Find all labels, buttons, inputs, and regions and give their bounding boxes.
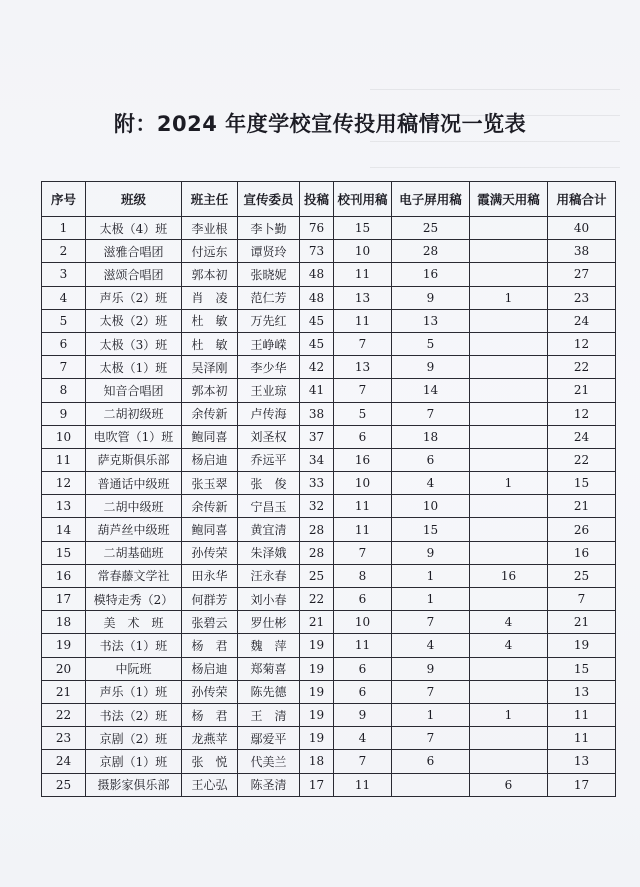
page-title: 附：2024 年度学校宣传投用稿情况一览表 xyxy=(113,112,527,136)
cell-submissions: 28 xyxy=(300,518,334,541)
cell-row-index: 21 xyxy=(42,680,86,703)
cell-total-used: 12 xyxy=(548,332,616,355)
cell-total-used: 16 xyxy=(548,541,616,564)
cell-submissions: 28 xyxy=(300,541,334,564)
cell-school-journal-used: 7 xyxy=(334,541,392,564)
cell-class-name: 二胡中级班 xyxy=(86,495,182,518)
cell-head-teacher: 肖 凌 xyxy=(182,286,238,309)
cell-xiamantian-used xyxy=(470,425,548,448)
cell-school-journal-used: 7 xyxy=(334,750,392,773)
cell-head-teacher: 余传新 xyxy=(182,402,238,425)
cell-school-journal-used: 6 xyxy=(334,588,392,611)
cell-total-used: 40 xyxy=(548,217,616,240)
cell-class-name: 滋颂合唱团 xyxy=(86,263,182,286)
cell-publicity-member: 代美兰 xyxy=(238,750,300,773)
cell-total-used: 17 xyxy=(548,773,616,796)
cell-total-used: 21 xyxy=(548,379,616,402)
cell-submissions: 41 xyxy=(300,379,334,402)
cell-row-index: 23 xyxy=(42,727,86,750)
cell-row-index: 4 xyxy=(42,286,86,309)
cell-row-index: 24 xyxy=(42,750,86,773)
cell-submissions: 38 xyxy=(300,402,334,425)
cell-class-name: 二胡基础班 xyxy=(86,541,182,564)
cell-xiamantian-used xyxy=(470,217,548,240)
cell-row-index: 2 xyxy=(42,240,86,263)
cell-head-teacher: 张碧云 xyxy=(182,611,238,634)
cell-publicity-member: 范仁芳 xyxy=(238,286,300,309)
cell-row-index: 6 xyxy=(42,332,86,355)
cell-total-used: 24 xyxy=(548,309,616,332)
cell-publicity-member: 乔远平 xyxy=(238,448,300,471)
cell-submissions: 45 xyxy=(300,332,334,355)
table-row xyxy=(42,564,616,587)
cell-class-name: 萨克斯俱乐部 xyxy=(86,448,182,471)
cell-school-journal-used: 7 xyxy=(334,332,392,355)
table-row xyxy=(42,379,616,402)
cell-row-index: 14 xyxy=(42,518,86,541)
cell-xiamantian-used xyxy=(470,356,548,379)
table-row xyxy=(42,727,616,750)
cell-electronic-screen-used: 1 xyxy=(392,564,470,587)
cell-electronic-screen-used: 7 xyxy=(392,680,470,703)
table-row xyxy=(42,750,616,773)
cell-submissions: 18 xyxy=(300,750,334,773)
header-head-teacher: 班主任 xyxy=(182,182,238,217)
cell-total-used: 11 xyxy=(548,727,616,750)
header-school-journal: 校刊用稿 xyxy=(334,182,392,217)
cell-class-name: 太极（2）班 xyxy=(86,309,182,332)
cell-head-teacher: 杨启迪 xyxy=(182,448,238,471)
cell-school-journal-used: 11 xyxy=(334,634,392,657)
cell-school-journal-used: 4 xyxy=(334,727,392,750)
header-total: 用稿合计 xyxy=(548,182,616,217)
cell-publicity-member: 汪永春 xyxy=(238,564,300,587)
cell-electronic-screen-used: 10 xyxy=(392,495,470,518)
cell-row-index: 12 xyxy=(42,472,86,495)
cell-row-index: 22 xyxy=(42,703,86,726)
cell-class-name: 美 术 班 xyxy=(86,611,182,634)
table-row xyxy=(42,680,616,703)
cell-publicity-member: 罗仕彬 xyxy=(238,611,300,634)
cell-total-used: 21 xyxy=(548,611,616,634)
cell-xiamantian-used xyxy=(470,448,548,471)
cell-class-name: 书法（2）班 xyxy=(86,703,182,726)
cell-xiamantian-used: 4 xyxy=(470,611,548,634)
cell-head-teacher: 龙燕苹 xyxy=(182,727,238,750)
cell-total-used: 13 xyxy=(548,750,616,773)
cell-row-index: 17 xyxy=(42,588,86,611)
header-electronic-screen: 电子屏用稿 xyxy=(392,182,470,217)
cell-class-name: 太极（3）班 xyxy=(86,332,182,355)
cell-publicity-member: 陈圣清 xyxy=(238,773,300,796)
cell-head-teacher: 杨 君 xyxy=(182,634,238,657)
cell-head-teacher: 杨启迪 xyxy=(182,657,238,680)
cell-row-index: 11 xyxy=(42,448,86,471)
cell-publicity-member: 宁昌玉 xyxy=(238,495,300,518)
cell-electronic-screen-used: 1 xyxy=(392,588,470,611)
cell-school-journal-used: 7 xyxy=(334,379,392,402)
cell-publicity-member: 魏 萍 xyxy=(238,634,300,657)
table-row xyxy=(42,588,616,611)
cell-school-journal-used: 10 xyxy=(334,611,392,634)
cell-class-name: 葫芦丝中级班 xyxy=(86,518,182,541)
cell-head-teacher: 鲍同喜 xyxy=(182,518,238,541)
cell-head-teacher: 吴泽刚 xyxy=(182,356,238,379)
cell-submissions: 33 xyxy=(300,472,334,495)
table-row xyxy=(42,495,616,518)
cell-electronic-screen-used xyxy=(392,773,470,796)
cell-total-used: 22 xyxy=(548,448,616,471)
cell-submissions: 73 xyxy=(300,240,334,263)
cell-xiamantian-used: 4 xyxy=(470,634,548,657)
cell-row-index: 18 xyxy=(42,611,86,634)
cell-class-name: 书法（1）班 xyxy=(86,634,182,657)
cell-xiamantian-used xyxy=(470,518,548,541)
cell-school-journal-used: 13 xyxy=(334,356,392,379)
table-row xyxy=(42,263,616,286)
cell-publicity-member: 李卜勤 xyxy=(238,217,300,240)
cell-total-used: 12 xyxy=(548,402,616,425)
cell-electronic-screen-used: 1 xyxy=(392,703,470,726)
cell-submissions: 76 xyxy=(300,217,334,240)
cell-class-name: 二胡初级班 xyxy=(86,402,182,425)
cell-school-journal-used: 11 xyxy=(334,309,392,332)
cell-electronic-screen-used: 28 xyxy=(392,240,470,263)
header-publicity-member: 宣传委员 xyxy=(238,182,300,217)
cell-row-index: 3 xyxy=(42,263,86,286)
cell-submissions: 48 xyxy=(300,286,334,309)
cell-xiamantian-used xyxy=(470,750,548,773)
cell-electronic-screen-used: 14 xyxy=(392,379,470,402)
cell-xiamantian-used xyxy=(470,680,548,703)
cell-head-teacher: 杨 君 xyxy=(182,703,238,726)
cell-xiamantian-used xyxy=(470,402,548,425)
cell-xiamantian-used xyxy=(470,332,548,355)
cell-submissions: 45 xyxy=(300,309,334,332)
cell-electronic-screen-used: 5 xyxy=(392,332,470,355)
cell-class-name: 模特走秀（2） xyxy=(86,588,182,611)
cell-school-journal-used: 6 xyxy=(334,657,392,680)
cell-electronic-screen-used: 4 xyxy=(392,634,470,657)
table-row xyxy=(42,309,616,332)
cell-row-index: 25 xyxy=(42,773,86,796)
cell-class-name: 太极（1）班 xyxy=(86,356,182,379)
cell-school-journal-used: 11 xyxy=(334,263,392,286)
cell-electronic-screen-used: 16 xyxy=(392,263,470,286)
cell-row-index: 20 xyxy=(42,657,86,680)
table-row xyxy=(42,611,616,634)
cell-electronic-screen-used: 7 xyxy=(392,402,470,425)
cell-school-journal-used: 16 xyxy=(334,448,392,471)
cell-submissions: 37 xyxy=(300,425,334,448)
cell-submissions: 32 xyxy=(300,495,334,518)
cell-xiamantian-used xyxy=(470,240,548,263)
cell-head-teacher: 余传新 xyxy=(182,495,238,518)
cell-head-teacher: 杜 敏 xyxy=(182,309,238,332)
cell-publicity-member: 鄢爱平 xyxy=(238,727,300,750)
cell-publicity-member: 郑菊喜 xyxy=(238,657,300,680)
cell-xiamantian-used: 1 xyxy=(470,703,548,726)
cell-submissions: 19 xyxy=(300,657,334,680)
cell-submissions: 34 xyxy=(300,448,334,471)
cell-publicity-member: 刘小春 xyxy=(238,588,300,611)
header-xiamantian: 霞满天用稿 xyxy=(470,182,548,217)
table-row xyxy=(42,286,616,309)
table-row xyxy=(42,472,616,495)
table-row xyxy=(42,634,616,657)
cell-school-journal-used: 10 xyxy=(334,240,392,263)
cell-submissions: 48 xyxy=(300,263,334,286)
cell-publicity-member: 陈先德 xyxy=(238,680,300,703)
table-row xyxy=(42,448,616,471)
cell-class-name: 中阮班 xyxy=(86,657,182,680)
cell-total-used: 38 xyxy=(548,240,616,263)
cell-row-index: 15 xyxy=(42,541,86,564)
cell-row-index: 8 xyxy=(42,379,86,402)
cell-class-name: 常春藤文学社 xyxy=(86,564,182,587)
cell-submissions: 42 xyxy=(300,356,334,379)
cell-publicity-member: 谭贤玲 xyxy=(238,240,300,263)
cell-row-index: 10 xyxy=(42,425,86,448)
cell-electronic-screen-used: 9 xyxy=(392,286,470,309)
cell-electronic-screen-used: 9 xyxy=(392,657,470,680)
cell-total-used: 11 xyxy=(548,703,616,726)
cell-school-journal-used: 6 xyxy=(334,680,392,703)
cell-publicity-member: 黄宜清 xyxy=(238,518,300,541)
cell-xiamantian-used xyxy=(470,263,548,286)
header-index: 序号 xyxy=(42,182,86,217)
cell-head-teacher: 杜 敏 xyxy=(182,332,238,355)
cell-school-journal-used: 15 xyxy=(334,217,392,240)
cell-submissions: 21 xyxy=(300,611,334,634)
cell-head-teacher: 付远东 xyxy=(182,240,238,263)
cell-row-index: 9 xyxy=(42,402,86,425)
cell-total-used: 25 xyxy=(548,564,616,587)
cell-head-teacher: 王心弘 xyxy=(182,773,238,796)
cell-electronic-screen-used: 6 xyxy=(392,750,470,773)
cell-class-name: 太极（4）班 xyxy=(86,217,182,240)
cell-total-used: 13 xyxy=(548,680,616,703)
cell-electronic-screen-used: 6 xyxy=(392,448,470,471)
cell-xiamantian-used xyxy=(470,541,548,564)
cell-publicity-member: 张 俊 xyxy=(238,472,300,495)
cell-class-name: 电吹管（1）班 xyxy=(86,425,182,448)
cell-head-teacher: 郭本初 xyxy=(182,379,238,402)
cell-row-index: 5 xyxy=(42,309,86,332)
cell-electronic-screen-used: 25 xyxy=(392,217,470,240)
table-row xyxy=(42,356,616,379)
cell-total-used: 19 xyxy=(548,634,616,657)
cell-submissions: 19 xyxy=(300,727,334,750)
cell-electronic-screen-used: 18 xyxy=(392,425,470,448)
table-row xyxy=(42,773,616,796)
cell-row-index: 7 xyxy=(42,356,86,379)
cell-school-journal-used: 13 xyxy=(334,286,392,309)
table-row xyxy=(42,217,616,240)
cell-total-used: 22 xyxy=(548,356,616,379)
cell-class-name: 摄影家俱乐部 xyxy=(86,773,182,796)
cell-publicity-member: 朱泽娥 xyxy=(238,541,300,564)
cell-submissions: 19 xyxy=(300,680,334,703)
table-header-row xyxy=(42,182,616,217)
cell-total-used: 26 xyxy=(548,518,616,541)
cell-school-journal-used: 5 xyxy=(334,402,392,425)
cell-electronic-screen-used: 9 xyxy=(392,541,470,564)
cell-xiamantian-used xyxy=(470,727,548,750)
cell-total-used: 24 xyxy=(548,425,616,448)
cell-head-teacher: 何群芳 xyxy=(182,588,238,611)
cell-xiamantian-used: 6 xyxy=(470,773,548,796)
cell-total-used: 15 xyxy=(548,472,616,495)
table-row xyxy=(42,541,616,564)
cell-class-name: 滋雅合唱团 xyxy=(86,240,182,263)
cell-total-used: 27 xyxy=(548,263,616,286)
cell-head-teacher: 鲍同喜 xyxy=(182,425,238,448)
cell-school-journal-used: 9 xyxy=(334,703,392,726)
cell-electronic-screen-used: 9 xyxy=(392,356,470,379)
cell-head-teacher: 田永华 xyxy=(182,564,238,587)
cell-class-name: 声乐（2）班 xyxy=(86,286,182,309)
cell-class-name: 知音合唱团 xyxy=(86,379,182,402)
cell-publicity-member: 李少华 xyxy=(238,356,300,379)
cell-xiamantian-used xyxy=(470,495,548,518)
cell-total-used: 23 xyxy=(548,286,616,309)
cell-school-journal-used: 6 xyxy=(334,425,392,448)
cell-total-used: 7 xyxy=(548,588,616,611)
cell-school-journal-used: 10 xyxy=(334,472,392,495)
header-submissions: 投稿 xyxy=(300,182,334,217)
cell-electronic-screen-used: 7 xyxy=(392,611,470,634)
cell-submissions: 19 xyxy=(300,634,334,657)
cell-head-teacher: 孙传荣 xyxy=(182,541,238,564)
cell-xiamantian-used: 1 xyxy=(470,286,548,309)
cell-publicity-member: 王峥嵘 xyxy=(238,332,300,355)
table-row xyxy=(42,332,616,355)
cell-total-used: 15 xyxy=(548,657,616,680)
table-row xyxy=(42,240,616,263)
cell-publicity-member: 卢传海 xyxy=(238,402,300,425)
cell-submissions: 25 xyxy=(300,564,334,587)
cell-publicity-member: 万先红 xyxy=(238,309,300,332)
cell-submissions: 17 xyxy=(300,773,334,796)
cell-xiamantian-used xyxy=(470,657,548,680)
cell-submissions: 19 xyxy=(300,703,334,726)
cell-xiamantian-used xyxy=(470,588,548,611)
cell-class-name: 普通话中级班 xyxy=(86,472,182,495)
cell-school-journal-used: 11 xyxy=(334,495,392,518)
cell-head-teacher: 孙传荣 xyxy=(182,680,238,703)
cell-publicity-member: 张晓妮 xyxy=(238,263,300,286)
cell-submissions: 22 xyxy=(300,588,334,611)
cell-xiamantian-used: 16 xyxy=(470,564,548,587)
cell-head-teacher: 张 悦 xyxy=(182,750,238,773)
cell-electronic-screen-used: 13 xyxy=(392,309,470,332)
cell-publicity-member: 王 清 xyxy=(238,703,300,726)
table-row xyxy=(42,657,616,680)
cell-publicity-member: 刘圣权 xyxy=(238,425,300,448)
cell-school-journal-used: 11 xyxy=(334,518,392,541)
table-row xyxy=(42,402,616,425)
cell-total-used: 21 xyxy=(548,495,616,518)
cell-head-teacher: 郭本初 xyxy=(182,263,238,286)
cell-xiamantian-used: 1 xyxy=(470,472,548,495)
cell-head-teacher: 李业根 xyxy=(182,217,238,240)
cell-row-index: 13 xyxy=(42,495,86,518)
cell-xiamantian-used xyxy=(470,379,548,402)
cell-school-journal-used: 11 xyxy=(334,773,392,796)
submission-table xyxy=(41,181,616,797)
cell-electronic-screen-used: 4 xyxy=(392,472,470,495)
cell-head-teacher: 张玉翠 xyxy=(182,472,238,495)
cell-row-index: 19 xyxy=(42,634,86,657)
table-row xyxy=(42,518,616,541)
cell-xiamantian-used xyxy=(470,309,548,332)
cell-class-name: 声乐（1）班 xyxy=(86,680,182,703)
cell-class-name: 京剧（1）班 xyxy=(86,750,182,773)
header-class: 班级 xyxy=(86,182,182,217)
cell-electronic-screen-used: 7 xyxy=(392,727,470,750)
cell-row-index: 1 xyxy=(42,217,86,240)
cell-publicity-member: 王业琼 xyxy=(238,379,300,402)
cell-school-journal-used: 8 xyxy=(334,564,392,587)
table-row xyxy=(42,425,616,448)
cell-row-index: 16 xyxy=(42,564,86,587)
cell-electronic-screen-used: 15 xyxy=(392,518,470,541)
cell-class-name: 京剧（2）班 xyxy=(86,727,182,750)
table-row xyxy=(42,703,616,726)
